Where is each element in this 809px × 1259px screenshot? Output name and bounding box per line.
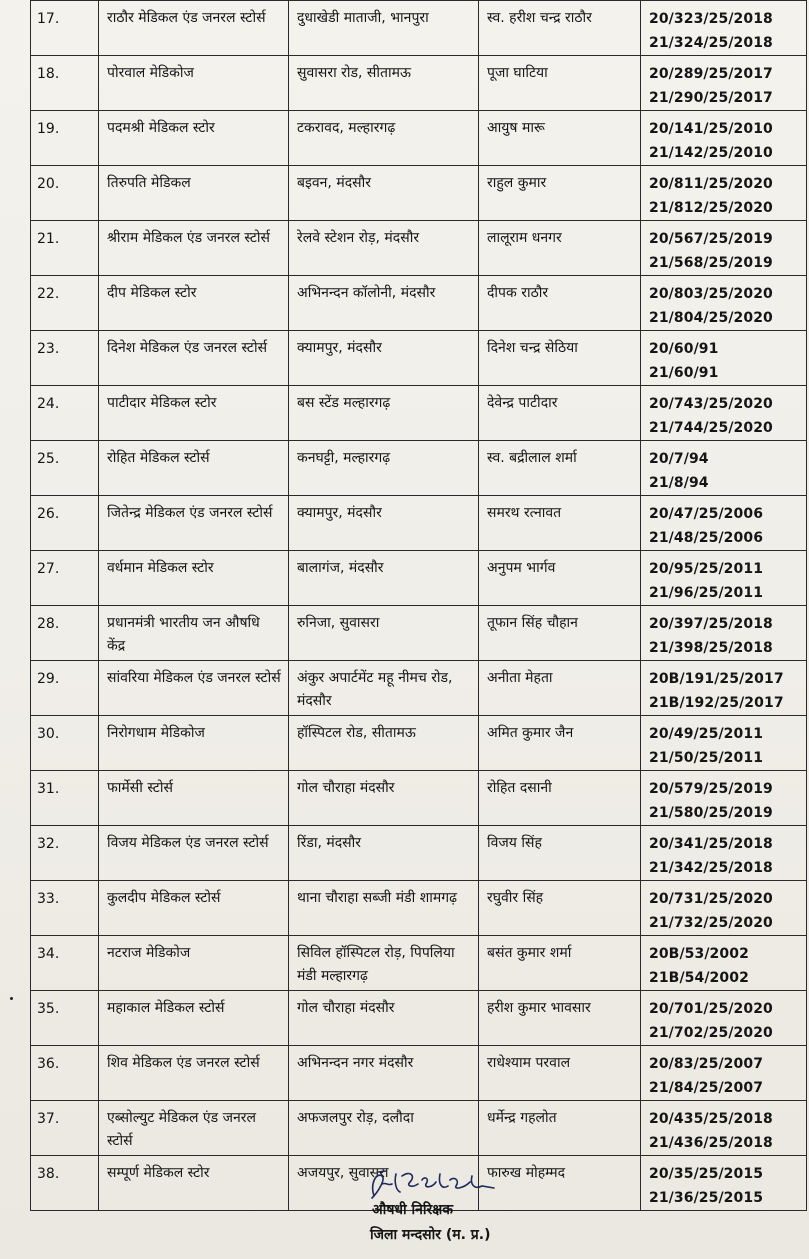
serial-number-cell: 24. [31,386,99,441]
proprietor-name-cell: बसंत कुमार शर्मा [479,936,641,991]
store-name-cell: महाकाल मेडिकल स्टोर्स [99,991,289,1046]
license-number-cell [641,826,807,881]
proprietor-name-cell: विजय सिंह [479,826,641,881]
store-name-cell: पाटीदार मेडिकल स्टोर [99,386,289,441]
table-row [31,936,807,991]
proprietor-name-cell: देवेन्द्र पाटीदार [479,386,641,441]
medical-store-register-table [30,0,807,1211]
license-form-21-number: 21B/54/2002 [649,970,749,986]
inspector-designation: औषधी निरिक्षक [372,1202,454,1218]
serial-number-cell: 19. [31,111,99,166]
license-number-cell [641,716,807,771]
table-row [31,771,807,826]
serial-number-cell: 30. [31,716,99,771]
table-row [31,111,807,166]
license-number-cell [641,111,807,166]
serial-number-cell: 38. [31,1156,99,1211]
license-form-21-number: 21/8/94 [649,475,709,491]
inspector-signature [352,1166,502,1202]
store-name-cell: राठौर मेडिकल एंड जनरल स्टोर्स [99,1,289,56]
license-number-cell [641,56,807,111]
store-address-cell: अजयपुर, सुवासरा [289,1156,479,1211]
license-form-20-number: 20/435/25/2018 [649,1111,773,1127]
license-form-21-number: 21/96/25/2011 [649,585,764,601]
store-address-cell: रुनिजा, सुवासरा [289,606,479,661]
store-address-cell: अभिनन्दन कॉलोनी, मंदसौर [289,276,479,331]
table-row [31,551,807,606]
store-name-cell: दीप मेडिकल स्टोर [99,276,289,331]
proprietor-name-cell: दीपक राठौर [479,276,641,331]
license-number-cell [641,166,807,221]
serial-number-cell: 21. [31,221,99,276]
proprietor-name-cell: धर्मेन्द्र गहलोत [479,1101,641,1156]
serial-number-cell: 35. [31,991,99,1046]
proprietor-name-cell: समरथ रत्नावत [479,496,641,551]
license-number-cell [641,496,807,551]
store-name-cell: निरोगधाम मेडिकोज [99,716,289,771]
store-address-cell: गोल चौराहा मंदसौर [289,991,479,1046]
table-row [31,1,807,56]
serial-number-cell: 17. [31,1,99,56]
license-form-20-number: 20/47/25/2006 [649,506,764,522]
license-form-20-number: 20B/191/25/2017 [649,671,784,687]
proprietor-name-cell: रघुवीर सिंह [479,881,641,936]
serial-number-cell: 29. [31,661,99,716]
license-form-21-number: 21/436/25/2018 [649,1135,773,1151]
serial-number-cell: 23. [31,331,99,386]
license-form-20-number: 20/701/25/2020 [649,1001,773,1017]
store-address-cell: थाना चौराहा सब्जी मंडी शामगढ़ [289,881,479,936]
signature-icon [352,1166,502,1202]
license-form-21-number: 21/398/25/2018 [649,640,773,656]
serial-number-cell: 28. [31,606,99,661]
license-form-20-number: 20/83/25/2007 [649,1056,764,1072]
store-address-cell: गोल चौराहा मंदसौर [289,771,479,826]
proprietor-name-cell: पूजा घाटिया [479,56,641,111]
license-form-20-number: 20/7/94 [649,451,709,467]
license-form-21-number: 21/342/25/2018 [649,860,773,876]
store-name-cell: तिरुपति मेडिकल [99,166,289,221]
proprietor-name-cell: अनीता मेहता [479,661,641,716]
proprietor-name-cell: आयुष मारू [479,111,641,166]
serial-number-cell: 37. [31,1101,99,1156]
serial-number-cell: 32. [31,826,99,881]
license-number-cell [641,991,807,1046]
license-form-21-number: 21/60/91 [649,365,719,381]
serial-number-cell: 36. [31,1046,99,1101]
store-address-cell: रिंडा, मंदसौर [289,826,479,881]
store-name-cell: कुलदीप मेडिकल स्टोर्स [99,881,289,936]
store-address-cell: दुधाखेडी माताजी, भानपुरा [289,1,479,56]
proprietor-name-cell: रोहित दसानी [479,771,641,826]
store-address-cell: सुवासरा रोड, सीतामऊ [289,56,479,111]
license-form-20-number: 20/811/25/2020 [649,176,773,192]
table-row [31,276,807,331]
table-row [31,826,807,881]
store-name-cell: वर्धमान मेडिकल स्टोर [99,551,289,606]
serial-number-cell: 33. [31,881,99,936]
store-name-cell: नटराज मेडिकोज [99,936,289,991]
store-address-cell: टकरावद, मल्हारगढ़ [289,111,479,166]
license-number-cell [641,386,807,441]
table-row [31,386,807,441]
license-form-21-number: 21/732/25/2020 [649,915,773,931]
license-number-cell [641,276,807,331]
store-address-cell: बस स्टेंड मल्हारगढ़ [289,386,479,441]
store-name-cell: विजय मेडिकल एंड जनरल स्टोर्स [99,826,289,881]
license-form-20-number: 20B/53/2002 [649,946,749,962]
license-number-cell [641,221,807,276]
store-name-cell: सम्पूर्ण मेडिकल स्टोर [99,1156,289,1211]
store-address-cell: रेलवे स्टेशन रोड़, मंदसौर [289,221,479,276]
store-address-cell: हॉस्पिटल रोड, सीतामऊ [289,716,479,771]
serial-number-cell: 22. [31,276,99,331]
store-address-cell: बइवन, मंदसौर [289,166,479,221]
store-address-cell: सिविल हॉस्पिटल रोड़, पिपलिया मंडी मल्हारगढ़ [289,936,479,991]
proprietor-name-cell: अनुपम भार्गव [479,551,641,606]
license-number-cell [641,606,807,661]
register-table-body [31,1,807,1211]
table-row [31,221,807,276]
proprietor-name-cell: तूफान सिंह चौहान [479,606,641,661]
license-number-cell [641,1,807,56]
serial-number-cell: 34. [31,936,99,991]
license-form-21-number: 21/290/25/2017 [649,90,773,106]
scan-speck [10,997,13,1000]
license-number-cell [641,1101,807,1156]
license-form-21-number: 21/142/25/2010 [649,145,773,161]
license-form-21-number: 21/50/25/2011 [649,750,764,766]
license-form-20-number: 20/567/25/2019 [649,231,773,247]
license-form-20-number: 20/141/25/2010 [649,121,773,137]
license-form-20-number: 20/341/25/2018 [649,836,773,852]
proprietor-name-cell: स्व. हरीश चन्द्र राठौर [479,1,641,56]
table-row [31,166,807,221]
table-row [31,331,807,386]
serial-number-cell: 20. [31,166,99,221]
table-row [31,441,807,496]
license-form-21-number: 21/568/25/2019 [649,255,773,271]
license-number-cell [641,771,807,826]
store-name-cell: शिव मेडिकल एंड जनरल स्टोर्स [99,1046,289,1101]
serial-number-cell: 18. [31,56,99,111]
store-name-cell: पोरवाल मेडिकोज [99,56,289,111]
license-form-20-number: 20/60/91 [649,341,719,357]
license-form-20-number: 20/289/25/2017 [649,66,773,82]
table-row [31,1046,807,1101]
store-address-cell: अभिनन्दन नगर मंदसौर [289,1046,479,1101]
proprietor-name-cell: हरीश कुमार भावसार [479,991,641,1046]
serial-number-cell: 25. [31,441,99,496]
store-address-cell: कनघट्टी, मल्हारगढ़ [289,441,479,496]
license-number-cell [641,551,807,606]
table-row [31,991,807,1046]
table-row [31,606,807,661]
store-address-cell: बालागंज, मंदसौर [289,551,479,606]
store-name-cell: पदमश्री मेडिकल स्टोर [99,111,289,166]
proprietor-name-cell: राहुल कुमार [479,166,641,221]
license-form-21-number: 21/84/25/2007 [649,1080,764,1096]
table-row [31,716,807,771]
proprietor-name-cell: अमित कुमार जैन [479,716,641,771]
license-form-20-number: 20/803/25/2020 [649,286,773,302]
license-number-cell [641,881,807,936]
license-number-cell [641,936,807,991]
table-row [31,56,807,111]
license-form-20-number: 20/323/25/2018 [649,11,773,27]
license-number-cell [641,661,807,716]
license-number-cell [641,1156,807,1211]
license-form-20-number: 20/49/25/2011 [649,726,764,742]
store-address-cell: क्यामपुर, मंदसौर [289,496,479,551]
serial-number-cell: 31. [31,771,99,826]
license-form-20-number: 20/35/25/2015 [649,1166,764,1182]
store-name-cell: सांवरिया मेडिकल एंड जनरल स्टोर्स [99,661,289,716]
license-form-21-number: 21B/192/25/2017 [649,695,784,711]
license-form-21-number: 21/744/25/2020 [649,420,773,436]
store-name-cell: दिनेश मेडिकल एंड जनरल स्टोर्स [99,331,289,386]
serial-number-cell: 27. [31,551,99,606]
proprietor-name-cell: राधेश्याम परवाल [479,1046,641,1101]
proprietor-name-cell: स्व. बद्रीलाल शर्मा [479,441,641,496]
license-form-21-number: 21/324/25/2018 [649,35,773,51]
license-form-21-number: 21/702/25/2020 [649,1025,773,1041]
table-row [31,881,807,936]
license-form-21-number: 21/36/25/2015 [649,1190,764,1206]
license-form-21-number: 21/812/25/2020 [649,200,773,216]
proprietor-name-cell: लालूराम धनगर [479,221,641,276]
license-form-20-number: 20/95/25/2011 [649,561,764,577]
store-name-cell: श्रीराम मेडिकल एंड जनरल स्टोर्स [99,221,289,276]
license-form-21-number: 21/580/25/2019 [649,805,773,821]
store-name-cell: फार्मेसी स्टोर्स [99,771,289,826]
license-form-20-number: 20/579/25/2019 [649,781,773,797]
table-row [31,496,807,551]
store-address-cell: क्यामपुर, मंदसौर [289,331,479,386]
table-row [31,661,807,716]
license-form-21-number: 21/804/25/2020 [649,310,773,326]
license-form-20-number: 20/731/25/2020 [649,891,773,907]
store-name-cell: प्रधानमंत्री भारतीय जन औषधि केंद्र [99,606,289,661]
district-office-line: जिला मन्दसोर (म. प्र.) [370,1227,491,1243]
license-form-21-number: 21/48/25/2006 [649,530,764,546]
store-name-cell: जितेन्द्र मेडिकल एंड जनरल स्टोर्स [99,496,289,551]
license-number-cell [641,331,807,386]
license-number-cell [641,1046,807,1101]
table-row [31,1101,807,1156]
store-address-cell: अंकुर अपार्टमेंट महू नीमच रोड, मंदसौर [289,661,479,716]
serial-number-cell: 26. [31,496,99,551]
store-name-cell: एब्सोल्युट मेडिकल एंड जनरल स्टोर्स [99,1101,289,1156]
license-number-cell [641,441,807,496]
store-name-cell: रोहित मेडिकल स्टोर्स [99,441,289,496]
license-form-20-number: 20/743/25/2020 [649,396,773,412]
store-address-cell: अफजलपुर रोड़, दलौदा [289,1101,479,1156]
license-form-20-number: 20/397/25/2018 [649,616,773,632]
proprietor-name-cell: दिनेश चन्द्र सेठिया [479,331,641,386]
proprietor-name-cell: फारुख मोहम्मद [479,1156,641,1211]
